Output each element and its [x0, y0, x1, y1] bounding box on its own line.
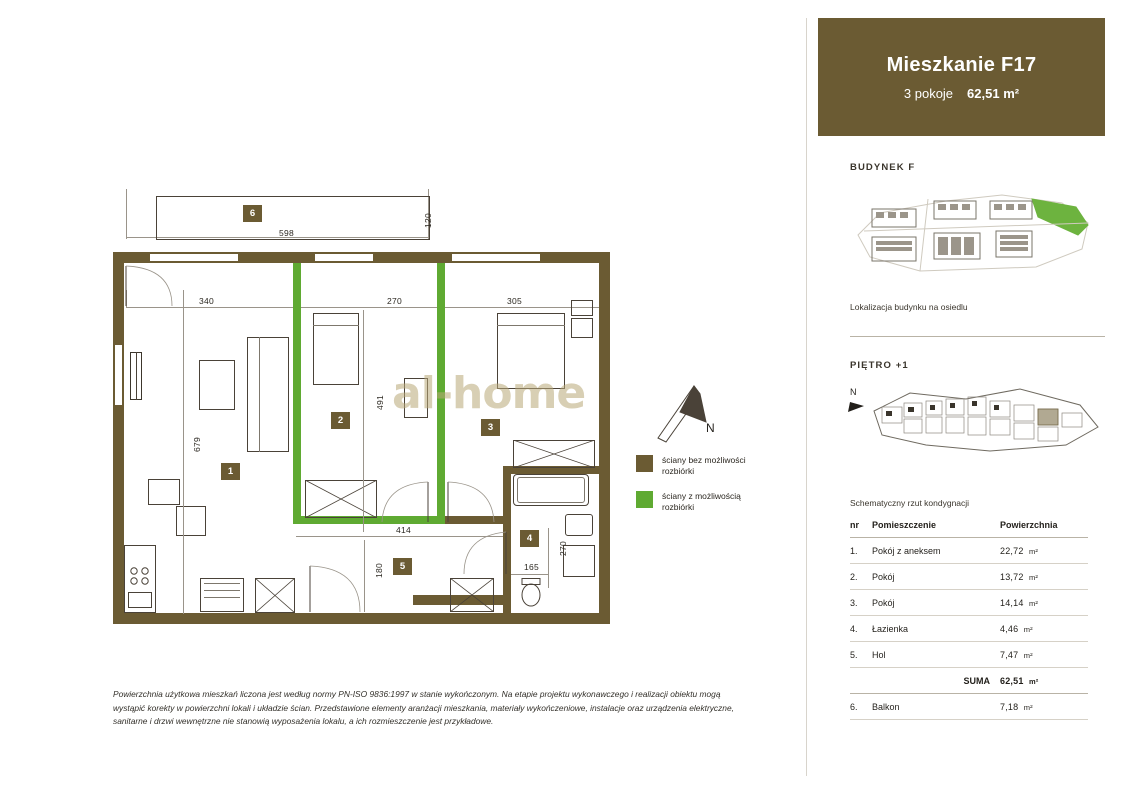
cell-sum-area — [1000, 668, 1088, 694]
area-unit: m² — [1028, 599, 1039, 608]
kitchen-sink — [128, 592, 152, 608]
cell-room: Balkon — [872, 694, 1000, 720]
rooms-table — [850, 520, 1088, 720]
floor-caption: Schematyczny rzut kondygnacji — [850, 498, 970, 508]
legend-line-1: ściany z możliwością — [662, 490, 741, 501]
watermark: al-home — [392, 368, 586, 419]
toilet — [519, 578, 543, 610]
cell-area — [1000, 616, 1088, 642]
site-plan-map — [850, 183, 1105, 278]
apartment-rooms: 3 pokoje — [903, 85, 954, 101]
area-value: 22,72 — [1000, 546, 1024, 556]
cell-area — [1000, 642, 1088, 668]
cell-room: Pokój — [872, 564, 1000, 590]
area-unit: m² — [1023, 625, 1033, 634]
wardrobe-hall — [450, 578, 494, 612]
building-caption: Lokalizacja budynku na osiedlu — [850, 302, 968, 312]
table-row-extra — [850, 694, 1088, 720]
th-room: Pomieszczenie — [872, 520, 1000, 538]
nightstand — [571, 318, 593, 338]
area-unit: m² — [1028, 547, 1039, 556]
dim-line-598 — [126, 237, 429, 238]
dim-line-row2 — [126, 307, 602, 308]
cooktop-icon — [127, 565, 153, 587]
room-number-6: 6 — [243, 205, 262, 222]
cell-nr: 4. — [850, 616, 872, 642]
cell-area — [1000, 694, 1088, 720]
bed-line — [497, 325, 565, 326]
dim-120: 120 — [423, 212, 433, 228]
room-number-3: 3 — [481, 419, 500, 436]
legend — [636, 455, 811, 527]
dim-598: 598 — [279, 228, 295, 238]
table-header-row — [850, 520, 1088, 538]
cell-room: Pokój z aneksem — [872, 538, 1000, 564]
bathtub-inner — [517, 477, 585, 503]
cell-room: Hol — [872, 642, 1000, 668]
legend-line-1: ściany bez możliwości — [662, 455, 746, 465]
legend-item — [636, 455, 811, 478]
area-value: 7,47 — [1000, 650, 1019, 660]
dim-270-top: 270 — [387, 296, 403, 306]
exterior-wall-bottom — [113, 613, 610, 624]
dim-491: 491 — [375, 394, 385, 410]
door-swing-bathroom — [462, 530, 508, 578]
sofa-line — [259, 337, 260, 452]
dim-270-right: 270 — [558, 540, 568, 556]
apartment-summary — [904, 86, 1019, 101]
panel-divider — [806, 18, 807, 776]
wardrobe — [255, 578, 295, 613]
table-row — [850, 642, 1088, 668]
area-value: 14,14 — [1000, 598, 1024, 608]
floor-plan-thumbnail — [870, 383, 1105, 458]
footnote-text: Powierzchnia użytkowa mieszkań liczona jest według normy PN-ISO 9836:1997 w stanie wykończonym. Na etapie projektu wykonawczego i realizacji obiektu mogą wystąpić korekty w powierzchni lokali i układzie ścian. Przedstawione elementy aranżacji mieszkania, materiały wykończeniowe, instalacje oraz urządzenia elektryczne, sanitarne i drzwi wewnętrzne nie stanowią wyposażenia lokalu, a ich rozmieszczenie jest przykładowe. — [113, 689, 734, 727]
entrance-door-swing — [306, 560, 364, 614]
legend-item — [636, 491, 811, 514]
legend-swatch-brown — [636, 455, 653, 472]
area-value: 7,18 — [1000, 702, 1019, 712]
legend-swatch-green — [636, 491, 653, 508]
area-value: 13,72 — [1000, 572, 1024, 582]
cell-nr: 3. — [850, 590, 872, 616]
area-value: 62,51 — [1000, 676, 1024, 686]
dim-line-414 — [296, 536, 503, 537]
floor-north-label: N — [850, 387, 857, 397]
floor-section-label: PIĘTRO +1 — [850, 360, 909, 371]
apartment-area: 62,51 m² — [967, 85, 1020, 101]
balcony-outline — [156, 239, 430, 240]
compass-north-label: N — [706, 421, 715, 435]
building-section-label: BUDYNEK F — [850, 162, 916, 173]
balcony-outline — [156, 196, 430, 197]
door-swing-room3 — [446, 478, 496, 524]
bed-line — [313, 325, 359, 326]
nightstand — [571, 300, 593, 316]
cell-room: Pokój — [872, 590, 1000, 616]
cell-nr: 1. — [850, 538, 872, 564]
dim-ext-line — [126, 189, 127, 239]
armchair — [148, 479, 180, 505]
room-number-1: 1 — [221, 463, 240, 480]
dim-line-180 — [364, 540, 365, 612]
cell-nr: 2. — [850, 564, 872, 590]
cell-sum-label: SUMA — [872, 668, 1000, 694]
table-row — [850, 538, 1088, 564]
dim-679: 679 — [192, 436, 202, 452]
cabinet-line — [204, 590, 240, 591]
cabinet-line — [204, 583, 240, 584]
cell-area — [1000, 590, 1088, 616]
window-opening — [150, 254, 238, 261]
door-swing-room2 — [380, 478, 430, 524]
dim-line-270 — [548, 528, 549, 588]
exterior-wall-left — [113, 252, 124, 624]
info-panel — [818, 0, 1123, 794]
cell-nr: 5. — [850, 642, 872, 668]
legend-label-brown — [662, 455, 746, 478]
window-opening — [452, 254, 540, 261]
section-divider-1 — [850, 336, 1105, 337]
wardrobe-room3 — [513, 440, 595, 468]
cell-area — [1000, 538, 1088, 564]
interior-wall-removable-1 — [293, 263, 301, 523]
coffee-table — [199, 360, 235, 410]
area-unit: m² — [1023, 703, 1033, 712]
dim-line-679 — [183, 290, 184, 614]
cell-area — [1000, 564, 1088, 590]
dim-340: 340 — [199, 296, 215, 306]
radiator-line — [136, 352, 137, 400]
room-number-5: 5 — [393, 558, 412, 575]
cell-room: Łazienka — [872, 616, 1000, 642]
table-row — [850, 590, 1088, 616]
bed-room2 — [313, 313, 359, 385]
apartment-name: Mieszkanie F17 — [886, 53, 1037, 76]
table-sum-row — [850, 668, 1088, 694]
th-nr: nr — [850, 520, 872, 538]
north-arrow-icon — [846, 400, 866, 416]
cabinet-line — [204, 597, 240, 598]
dim-line-165 — [511, 574, 549, 575]
apartment-title-block — [818, 18, 1105, 136]
dim-line-491 — [363, 310, 364, 532]
dining-table — [176, 506, 206, 536]
window-opening — [115, 345, 122, 405]
window-opening — [315, 254, 373, 261]
balcony-outline — [156, 196, 157, 240]
legend-line-2: rozbiórki — [662, 466, 695, 477]
dim-165: 165 — [524, 562, 540, 572]
room-number-4: 4 — [520, 530, 539, 547]
bathroom-sink — [565, 514, 593, 536]
area-value: 4,46 — [1000, 624, 1019, 634]
wardrobe-room2 — [305, 480, 377, 518]
table-row — [850, 564, 1088, 590]
dim-414: 414 — [396, 525, 412, 535]
legend-line-2: rozbiórki — [662, 502, 695, 513]
legend-label-green — [662, 491, 741, 514]
area-unit: m² — [1028, 573, 1039, 582]
cell-empty — [850, 668, 872, 694]
dim-305: 305 — [507, 296, 523, 306]
table-row — [850, 616, 1088, 642]
dim-180: 180 — [374, 562, 384, 578]
area-unit: m² — [1023, 651, 1033, 660]
compass-icon — [650, 382, 730, 444]
exterior-wall-right — [599, 252, 610, 624]
th-area: Powierzchnia — [1000, 520, 1088, 538]
sofa — [247, 337, 289, 452]
room-number-2: 2 — [331, 412, 350, 429]
cell-nr: 6. — [850, 694, 872, 720]
balcony-door-swing — [124, 264, 176, 308]
area-unit: m² — [1028, 677, 1039, 686]
